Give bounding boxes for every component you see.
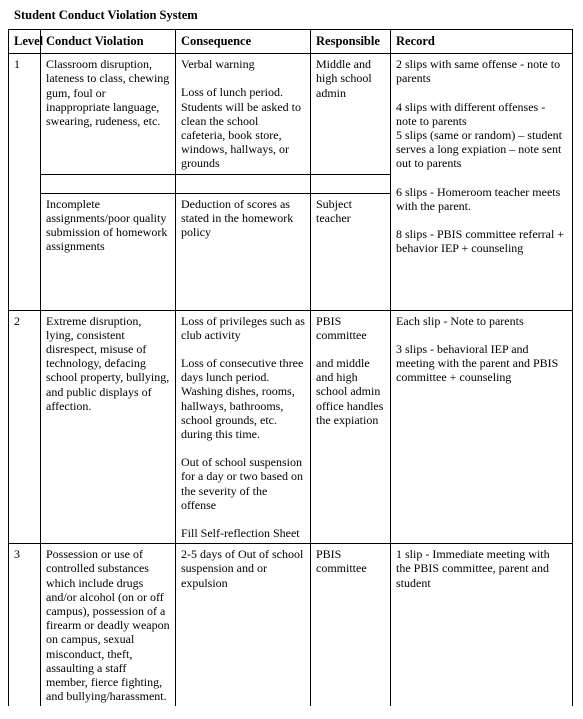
record-item: 3 slips - behavioral IEP and meeting with the parent and PBIS committee + counseling [396,341,559,385]
consequence-item: Out of school suspension for a day or two based on the severity of the offense [181,455,303,512]
responsible-cell: Subject teacher [311,193,391,310]
document-title: Student Conduct Violation System [14,8,198,22]
violation-cell: Incomplete assignments/poor quality submission of homework assignments [41,193,176,310]
header-violation: Conduct Violation [41,30,176,54]
record-item: 5 slips (same or random) – student serves a long expiation – note sent out to parents [396,128,562,171]
violation-cell: Extreme disruption, lying, consistent disrespect, misuse of technology, defacing school property, bullying, and public displays of affection. [41,310,176,544]
record-cell [391,54,573,310]
header-record: Record [391,30,573,54]
consequence-cell [176,54,311,174]
record-item: 2 slips with same offense - note to parents [396,57,561,86]
conduct-violation-table [8,29,573,708]
violation-cell: Possession or use of controlled substances which include drugs and/or alcohol (on or off campus), possession of a firearm or deadly weapon on campus, sexual misconduct, theft, assaulting a staff member, fierce fighting, and bullying/harassment. [41,544,176,707]
empty-cell [176,174,311,193]
level-cell: 2 [9,310,41,544]
empty-cell [41,174,176,193]
consequence-item: Verbal warning [181,57,255,72]
violation-cell: Classroom disruption, lateness to class, chewing gum, foul or inappropriate language, swearing, rudeness, etc. [41,54,176,174]
record-item: 6 slips - Homeroom teacher meets with the parent. [396,184,561,213]
consequence-item: Loss of lunch period. Students will be asked to clean the school cafeteria, book store, windows, hallways, or grounds [181,85,301,171]
header-responsible: Responsible [311,30,391,54]
consequence-cell: 2-5 days of Out of school suspension and or expulsion [176,544,311,707]
empty-cell [311,174,391,193]
responsible-cell: Middle and high school admin [311,54,391,174]
consequence-item: Loss of privileges such as club activity [181,313,305,342]
consequence-cell [176,310,311,544]
table-row [9,544,573,707]
header-consequence: Consequence [176,30,311,54]
responsible-cell: PBIS committee [311,544,391,707]
record-item: 4 slips with different offenses - note to parents [396,99,546,128]
responsible-item: PBIS committee [316,313,367,342]
page-edge [8,706,573,719]
responsible-item: and middle and high school admin office handles the expiation [316,356,384,427]
consequence-cell: Deduction of scores as stated in the homework policy [176,193,311,310]
table-row [9,54,573,174]
table-row [9,310,573,544]
record-item: 8 slips - PBIS committee referral + behavior IEP + counseling [396,227,565,256]
responsible-cell [311,310,391,544]
table-header-row [9,30,573,54]
level-cell: 3 [9,544,41,707]
consequence-item: Fill Self-reflection Sheet [181,526,300,541]
consequence-item: Loss of consecutive three days lunch period. Washing dishes, rooms, hallways, bathrooms, school grounds, etc. during this time. [181,356,304,442]
record-item: Each slip - Note to parents [396,313,524,328]
header-level: Level [9,30,41,54]
record-cell [391,310,573,544]
record-cell: 1 slip - Immediate meeting with the PBIS committee, parent and student [391,544,573,707]
level-cell: 1 [9,54,41,310]
